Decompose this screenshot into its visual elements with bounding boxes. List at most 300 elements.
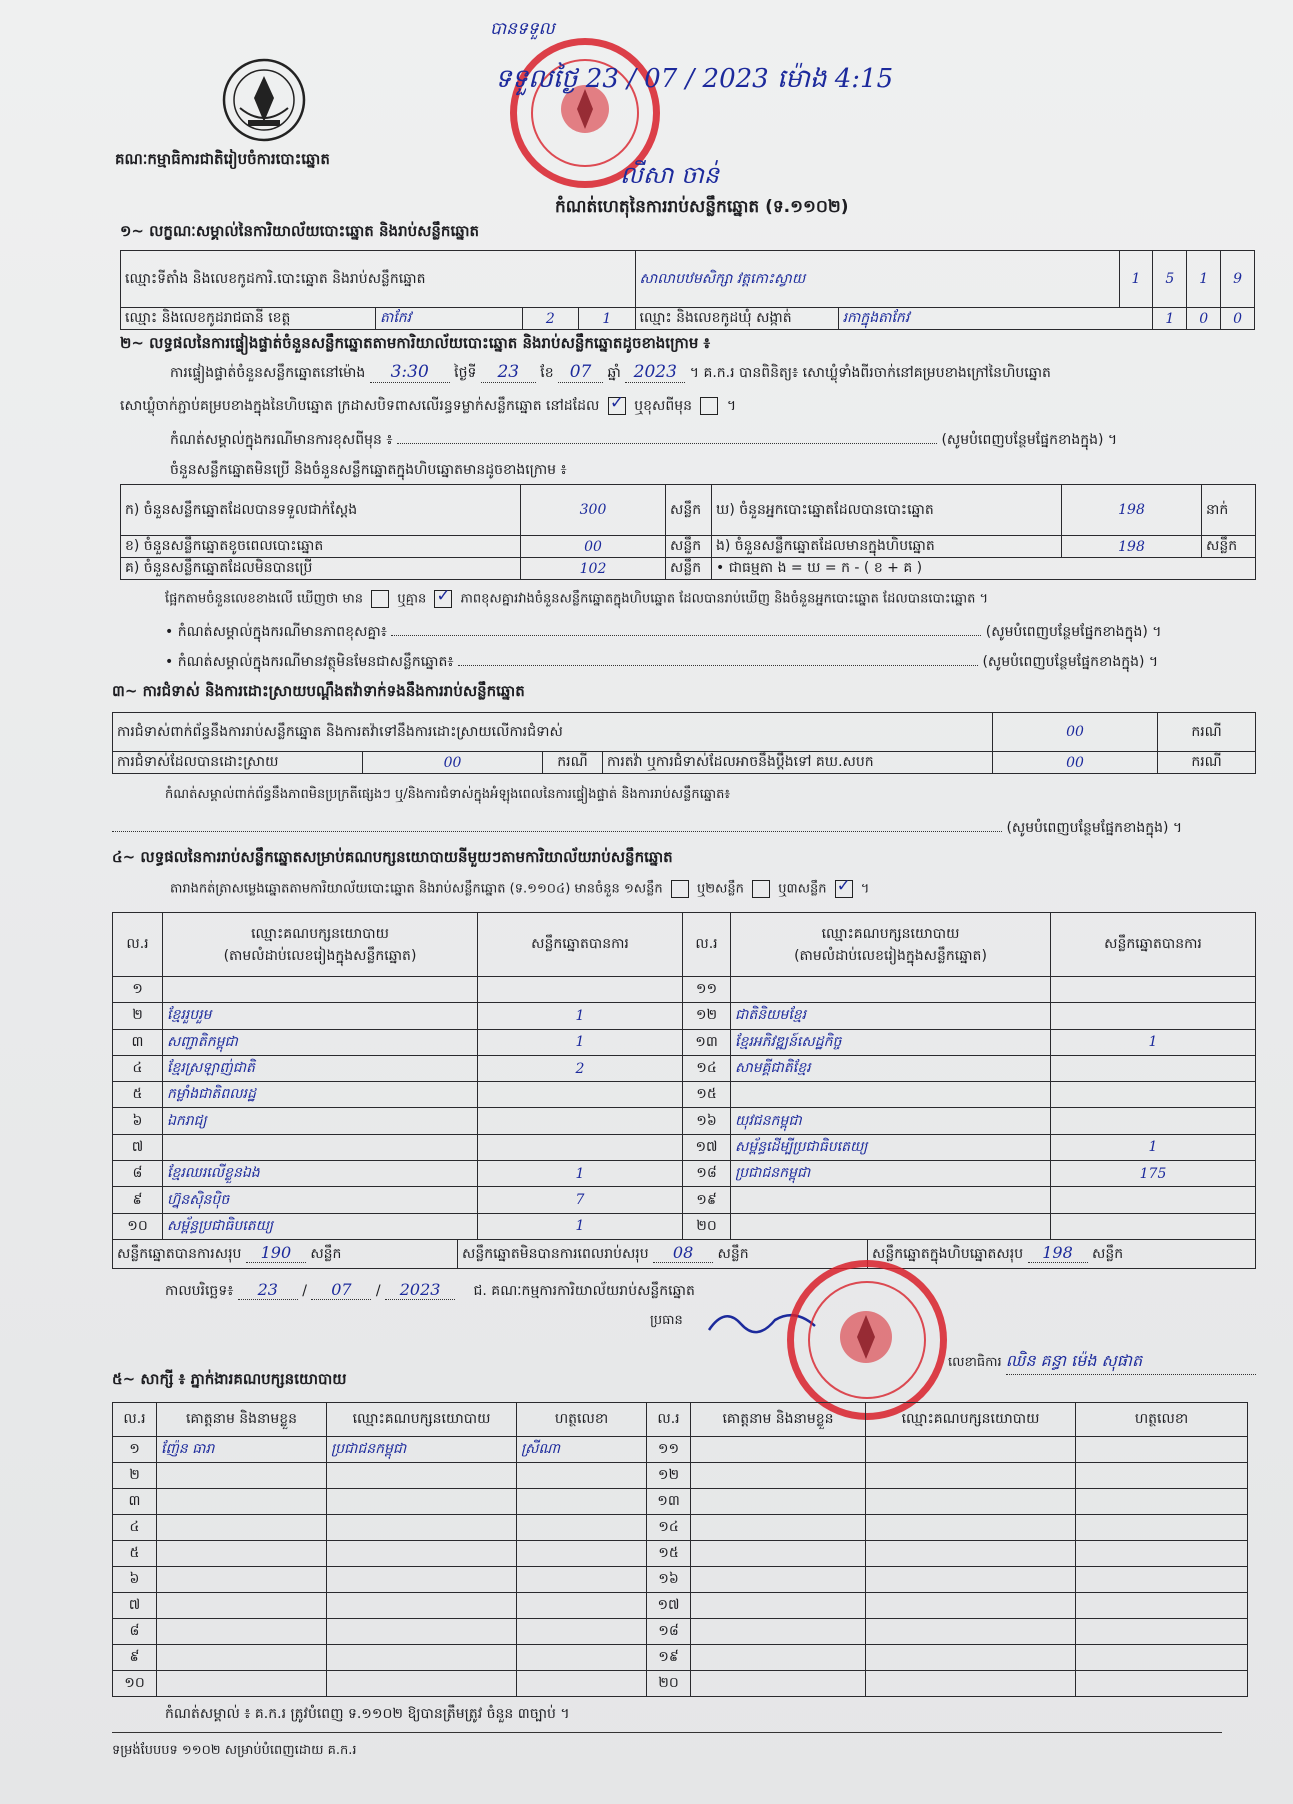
col-no: ល.រ — [113, 913, 163, 977]
witness-sign — [1076, 1437, 1248, 1463]
one-sheet-checkbox[interactable] — [671, 880, 689, 898]
witness-sign — [1076, 1463, 1248, 1489]
section4-intro-line: តារាងកត់ត្រាសម្លេងឆ្នោតតាមការិយាល័យបោះឆ្នោត និងរាប់សន្លឹកឆ្នោត (ទ.១១០៤) មានចំនួន ១សន្លឹក ឬ២សន្លឹក ឬ៣សន្លឹក ✓ ។ — [170, 880, 869, 900]
col-witness-name: គោត្តនាម និងនាមខ្លួន — [691, 1403, 866, 1437]
col-party — [163, 913, 478, 977]
result-party: ប្រជាជនកម្ពុជា — [731, 1161, 1051, 1187]
verify-pre: ការផ្ទៀងផ្ទាត់ចំនួនសន្លឹកឆ្នោតនៅម៉ោង — [170, 365, 366, 381]
count-e-value: 198 — [1062, 536, 1202, 558]
verify-line — [170, 362, 1051, 384]
count-c-label: គ) ចំនួនសន្លឹកឆ្នោតដែលមិនបានប្រើ — [121, 558, 521, 580]
province-label: ឈ្មោះ និងលេខកូដរាជធានី ខេត្ត — [121, 308, 376, 330]
table-row — [113, 1134, 1256, 1160]
total-in-box-label: សន្លឹកឆ្នោតក្នុងហិបឆ្នោតសរុប — [872, 1246, 1024, 1262]
section2-heading: ២~ លទ្ធផលនៃការផ្ទៀងផ្ទាត់ចំនួនសន្លឹកឆ្នោតតាមការិយាល័យបោះឆ្នោត និងរាប់សន្លឹកឆ្នោតដូចខាងក្រោម ៖ — [120, 334, 711, 352]
result-no: ១១ — [683, 977, 731, 1003]
witness-name — [157, 1541, 327, 1567]
witness-no: ១៥ — [647, 1541, 691, 1567]
count-d-unit: នាក់ — [1202, 485, 1256, 536]
witness-party — [866, 1619, 1076, 1645]
section3-heading: ៣~ ការជំទាស់ និងការដោះស្រាយបណ្ដឹងតវ៉ាទាក់ទងនឹងការរាប់សន្លឹកឆ្នោត — [112, 682, 525, 700]
witness-name — [691, 1567, 866, 1593]
section3-note-blank[interactable] — [112, 831, 1002, 832]
ballot-count-table — [120, 484, 1256, 580]
witness-sign — [517, 1541, 647, 1567]
col-no: ល.រ — [683, 913, 731, 977]
witness-no: ៥ — [113, 1541, 157, 1567]
total-in-box-unit: សន្លឹក — [1091, 1246, 1124, 1262]
witness-no: ៨ — [113, 1619, 157, 1645]
difference-yes-checkbox[interactable] — [371, 590, 389, 608]
difference-post: ភាពខុសគ្នារវាងចំនួនសន្លឹកឆ្នោតក្នុងហិបឆ្នោត ដែលបានរាប់ឃើញ និងចំនួនអ្នកបោះឆ្នោត ដែលបានបោះឆ្នោត ។ — [460, 591, 989, 607]
col-party-sub: (តាមលំដាប់លេខរៀងក្នុងសន្លឹកឆ្នោត) — [794, 947, 987, 964]
note3-blank[interactable] — [458, 665, 978, 666]
commune-value: រកាក្នុងតាកែវ — [838, 308, 1153, 330]
result-no: ១៣ — [683, 1029, 731, 1055]
witness-name — [691, 1619, 866, 1645]
result-party: កម្លាំងជាតិពលរដ្ឋ — [163, 1082, 478, 1108]
witness-party — [866, 1437, 1076, 1463]
table-row — [113, 1213, 1256, 1239]
verify-line2: សោឃ្លុំចាក់ភ្ជាប់គម្របខាងក្នុងនៃហិបឆ្នោត ក្រដាសបិទពាសលើរន្ធទម្លាក់សន្លឹកឆ្នោត នៅដដែល ✓ ឬខុសពីមុន ។ — [120, 396, 736, 417]
result-no: ១៨ — [683, 1161, 731, 1187]
note1-label: កំណត់សម្គាល់ក្នុងករណីមានការខុសពីមុន ៖ — [170, 432, 393, 448]
station-name-value: សាលាបឋមសិក្សា វត្តកោះស្វាយ — [635, 251, 1119, 308]
witness-no: ២ — [113, 1463, 157, 1489]
footer-note: កំណត់សម្គាល់ ៖ គ.ក.រ ត្រូវបំពេញ ទ.១១០២ ឱ្យបានត្រឹមត្រូវ ចំនួន ៣ច្បាប់ ។ — [165, 1706, 570, 1722]
section4-intro: តារាងកត់ត្រាសម្លេងឆ្នោតតាមការិយាល័យបោះឆ្នោត និងរាប់សន្លឹកឆ្នោត (ទ.១១០៤) មានចំនួន ១សន្លឹក — [170, 881, 663, 897]
table-row — [113, 1187, 1256, 1213]
result-party: យុវជនកម្ពុជា — [731, 1108, 1051, 1134]
complaints-r1-value: 00 — [993, 713, 1158, 752]
witness-name — [157, 1619, 327, 1645]
note3-suffix: (សូមបំពេញបន្ថែមផ្នែកខាងក្នុង) ។ — [982, 654, 1159, 670]
table-row — [113, 1671, 1248, 1697]
witness-no: ៧ — [113, 1593, 157, 1619]
complaints-r2-unit: ករណី — [543, 752, 603, 774]
footer-divider — [112, 1732, 1222, 1733]
witness-name — [157, 1593, 327, 1619]
count-e-unit: សន្លឹក — [1202, 536, 1256, 558]
form-title: កំណត់ហេតុនៃការរាប់សន្លឹកឆ្នោត (ទ.១១០២) — [555, 197, 849, 217]
note1-line — [170, 430, 1117, 451]
witness-party — [327, 1593, 517, 1619]
result-votes: 1 — [478, 1029, 683, 1055]
received-datetime: ទទួលថ្ងៃ 23 / 07 / 2023 ម៉ោង 4:15 — [495, 64, 894, 94]
table-row — [113, 1029, 1256, 1055]
count-b-value: 00 — [521, 536, 666, 558]
result-party: ខ្មែរអភិវឌ្ឍន៍សេដ្ឋកិច្ច — [731, 1029, 1051, 1055]
difference-pre: ផ្អែកតាមចំនួនលេខខាងលើ ឃើញថា មាន — [165, 591, 364, 607]
witness-name: ញ៉ែន ធារា — [157, 1437, 327, 1463]
count-a-value: 300 — [521, 485, 666, 536]
result-no: ២ — [113, 1003, 163, 1029]
witness-no: ១ — [113, 1437, 157, 1463]
col-witness-sign: ហត្ថលេខា — [1076, 1403, 1248, 1437]
table-row — [113, 1055, 1256, 1081]
result-party: សម្ព័ន្ធដើម្បីប្រជាធិបតេយ្យ — [731, 1134, 1051, 1160]
note3-line — [165, 652, 1158, 673]
footer-form-ref: ទម្រង់បែបបទ ១១០២ សម្រាប់បំពេញដោយ គ.ក.រ — [112, 1743, 357, 1758]
complaints-r1-unit: ករណី — [1158, 713, 1256, 752]
date-year: 2023 — [385, 1280, 455, 1300]
result-no: ៧ — [113, 1134, 163, 1160]
count-intro: ចំនួនសន្លឹកឆ្នោតមិនប្រើ និងចំនួនសន្លឹកឆ្នោតក្នុងហិបឆ្នោតមានដូចខាងក្រោម ៖ — [170, 462, 567, 478]
result-votes: 1 — [1051, 1134, 1256, 1160]
count-b-label: ខ) ចំនួនសន្លឹកឆ្នោតខូចពេលបោះឆ្នោត — [121, 536, 521, 558]
province-value: តាកែវ — [376, 308, 523, 330]
witness-party — [327, 1645, 517, 1671]
total-in-box-value: 198 — [1028, 1243, 1088, 1263]
witness-no: ១៩ — [647, 1645, 691, 1671]
complaints-r2b-value: 00 — [993, 752, 1158, 774]
chair-label: ប្រធាន — [650, 1313, 683, 1328]
witness-no: ១៦ — [647, 1567, 691, 1593]
witness-party — [327, 1541, 517, 1567]
station-code-digit: 9 — [1221, 251, 1255, 308]
result-no: ៦ — [113, 1108, 163, 1134]
witness-no: ១០ — [113, 1671, 157, 1697]
table-row — [113, 1108, 1256, 1134]
result-votes — [478, 977, 683, 1003]
different-checkbox[interactable] — [700, 397, 718, 415]
result-votes — [1051, 1187, 1256, 1213]
witness-name — [157, 1671, 327, 1697]
result-no: ៤ — [113, 1055, 163, 1081]
verify-year-label: ឆ្នាំ — [607, 365, 621, 381]
secretary-label: លេខាធិការ — [948, 1355, 1002, 1370]
verify-time: 3:30 — [370, 362, 450, 383]
note2-suffix: (សូមបំពេញបន្ថែមផ្នែកខាងក្នុង) ។ — [985, 624, 1162, 640]
witness-sign — [517, 1567, 647, 1593]
result-no: ១៦ — [683, 1108, 731, 1134]
commune-code-digit: 0 — [1187, 308, 1221, 330]
witness-party — [866, 1463, 1076, 1489]
received-signer: លីសា ចាន់ — [620, 161, 720, 189]
witness-name — [691, 1645, 866, 1671]
witness-party — [866, 1489, 1076, 1515]
result-votes: 2 — [478, 1055, 683, 1081]
total-valid-unit: សន្លឹក — [310, 1246, 342, 1262]
witness-no: ៣ — [113, 1489, 157, 1515]
witness-party — [866, 1567, 1076, 1593]
result-votes: 1 — [1051, 1029, 1256, 1055]
secretary-line — [948, 1350, 1256, 1375]
result-votes — [1051, 1055, 1256, 1081]
result-no: ៣ — [113, 1029, 163, 1055]
witness-sign — [517, 1645, 647, 1671]
result-no: ១៩ — [683, 1187, 731, 1213]
complaints-r2-label: ការជំទាស់ដែលបានដោះស្រាយ — [113, 752, 363, 774]
station-code-digit: 1 — [1187, 251, 1221, 308]
result-party — [163, 1134, 478, 1160]
col-party-sub: (តាមលំដាប់លេខរៀងក្នុងសន្លឹកឆ្នោត) — [223, 947, 417, 964]
result-votes: 1 — [478, 1161, 683, 1187]
witness-sign — [517, 1515, 647, 1541]
col-witness-party: ឈ្មោះគណបក្សនយោបាយ — [866, 1403, 1076, 1437]
result-no: ២០ — [683, 1213, 731, 1239]
witness-party — [327, 1619, 517, 1645]
witness-name — [691, 1463, 866, 1489]
table-row — [113, 1619, 1248, 1645]
witness-sign — [1076, 1567, 1248, 1593]
col-no: ល.រ — [113, 1403, 157, 1437]
witness-party — [866, 1593, 1076, 1619]
section3-note-line — [112, 818, 1182, 839]
table-row — [113, 1437, 1248, 1463]
witness-sign: ស្រីណា — [517, 1437, 647, 1463]
table-row — [113, 1515, 1248, 1541]
table-row — [113, 1489, 1248, 1515]
result-votes — [478, 1082, 683, 1108]
witness-party — [866, 1671, 1076, 1697]
col-witness-party: ឈ្មោះគណបក្សនយោបាយ — [327, 1403, 517, 1437]
verify-year: 2023 — [625, 362, 685, 383]
verify-line2-text: សោឃ្លុំចាក់ភ្ជាប់គម្របខាងក្នុងនៃហិបឆ្នោត ក្រដាសបិទពាសលើរន្ធទម្លាក់សន្លឹកឆ្នោត នៅដដែល — [120, 398, 600, 414]
witness-name — [157, 1463, 327, 1489]
difference-none-label: ឬគ្មាន — [397, 591, 427, 607]
result-no: ៩ — [113, 1187, 163, 1213]
table-row — [113, 1003, 1256, 1029]
total-valid-value: 190 — [246, 1243, 306, 1263]
result-party: ខ្មែរស្រឡាញ់ជាតិ — [163, 1055, 478, 1081]
section3-note: កំណត់សម្គាល់ពាក់ព័ន្ធនឹងភាពមិនប្រក្រតីផ្សេងៗ ឬ/និងការជំទាស់ក្នុងអំឡុងពេលនៃការផ្ទៀងផ្ទាត់ និងការរាប់សន្លឹកឆ្នោត៖ — [165, 787, 731, 802]
result-no: ១០ — [113, 1213, 163, 1239]
result-party: ខ្មែររួបរួម — [163, 1003, 478, 1029]
complaints-r2b-label: ការតវ៉ា ឬការជំទាស់ដែលអាចនឹងប្ដឹងទៅ គឃ.សបក — [603, 752, 993, 774]
witness-sign — [1076, 1619, 1248, 1645]
col-party-title: ឈ្មោះគណបក្សនយោបាយ — [251, 925, 389, 942]
witness-party — [866, 1645, 1076, 1671]
result-no: ១៥ — [683, 1082, 731, 1108]
result-party — [731, 1213, 1051, 1239]
witness-table — [112, 1402, 1248, 1697]
province-code-digit: 2 — [522, 308, 578, 330]
two-sheets-label: ឬ២សន្លឹក — [696, 881, 744, 897]
total-invalid — [458, 1240, 868, 1269]
result-party: ឯករាជ្យ — [163, 1108, 478, 1134]
result-no: ១៤ — [683, 1055, 731, 1081]
col-witness-sign: ហត្ថលេខា — [517, 1403, 647, 1437]
witness-sign — [1076, 1671, 1248, 1697]
commune-label: ឈ្មោះ និងលេខកូដឃុំ សង្កាត់ — [635, 308, 838, 330]
section3-note-suffix: (សូមបំពេញបន្ថែមផ្នែកខាងក្នុង) ។ — [1006, 820, 1183, 836]
result-no: ៥ — [113, 1082, 163, 1108]
complaints-r1-label: ការជំទាស់ពាក់ព័ន្ធនឹងការរាប់សន្លឹកឆ្នោត និងការតវ៉ាទៅនឹងការដោះស្រាយលើការជំទាស់ — [113, 713, 993, 752]
witness-party — [866, 1541, 1076, 1567]
date-label: កាលបរិច្ឆេទ៖ — [165, 1283, 234, 1299]
result-no: ១ — [113, 977, 163, 1003]
commission-name: គណៈកម្មាធិការជាតិរៀបចំការបោះឆ្នោត — [115, 150, 330, 168]
results-table — [112, 912, 1256, 1240]
count-c-value: 102 — [521, 558, 666, 580]
witness-name — [157, 1645, 327, 1671]
total-in-box — [868, 1240, 1256, 1269]
verify-day: 23 — [481, 362, 536, 383]
verify-post: ។ គ.ក.រ បានពិនិត្យ៖ សោឃ្លុំទាំងពីរចាក់នៅគម្របខាងក្រៅនៃហិបឆ្នោត — [689, 365, 1051, 381]
witness-name — [691, 1593, 866, 1619]
witness-sign — [1076, 1593, 1248, 1619]
result-party: សម្ព័ន្ធប្រជាធិបតេយ្យ — [163, 1213, 478, 1239]
difference-no-checkbox[interactable] — [434, 590, 452, 608]
witness-sign — [1076, 1541, 1248, 1567]
table-row — [113, 1463, 1248, 1489]
col-witness-name: គោត្តនាម និងនាមខ្លួន — [157, 1403, 327, 1437]
witness-name — [691, 1515, 866, 1541]
count-d-value: 198 — [1062, 485, 1202, 536]
table-row — [113, 1645, 1248, 1671]
province-code-digit: 1 — [579, 308, 635, 330]
witness-no: ១២ — [647, 1463, 691, 1489]
witness-sign — [517, 1593, 647, 1619]
result-votes — [1051, 1003, 1256, 1029]
result-votes: 7 — [478, 1187, 683, 1213]
witness-name — [157, 1489, 327, 1515]
witness-sign — [1076, 1489, 1248, 1515]
result-party: ជាតិនិយមខ្មែរ — [731, 1003, 1051, 1029]
note2-line — [165, 622, 1161, 643]
witness-sign — [1076, 1515, 1248, 1541]
witness-party — [327, 1463, 517, 1489]
note2-blank[interactable] — [391, 635, 981, 636]
result-party: សញ្ជាតិកម្ពុជា — [163, 1029, 478, 1055]
official-stamp-bottom — [787, 1260, 947, 1420]
section5-heading: ៥~ សាក្សី ៖ ភ្នាក់ងារគណបក្សនយោបាយ — [112, 1370, 347, 1388]
table-row — [113, 1593, 1248, 1619]
difference-line — [165, 590, 988, 610]
count-b-unit: សន្លឹក — [666, 536, 712, 558]
witness-no: ១៨ — [647, 1619, 691, 1645]
complaints-r2b-unit: ករណី — [1158, 752, 1256, 774]
result-party — [731, 1187, 1051, 1213]
note1-suffix: (សូមបំពេញបន្ថែមផ្នែកខាងក្នុង) ។ — [941, 432, 1118, 448]
col-votes: សន្លឹកឆ្នោតបានការ — [478, 913, 683, 977]
result-no: ១២ — [683, 1003, 731, 1029]
complaints-r2-value: 00 — [363, 752, 543, 774]
date-month: 07 — [311, 1280, 371, 1300]
count-a-unit: សន្លឹក — [666, 485, 712, 536]
count-c-unit: សន្លឹក — [666, 558, 712, 580]
verify-day-label: ថ្ងៃទី — [454, 365, 477, 381]
section4-heading: ៤~ លទ្ធផលនៃការរាប់សន្លឹកឆ្នោតសម្រាប់គណបក្សនយោបាយនីមួយៗតាមការិយាល័យរាប់សន្លឹកឆ្នោត — [112, 848, 673, 866]
witness-no: ១៣ — [647, 1489, 691, 1515]
section1-heading: ១~ លក្ខណៈសម្គាល់នៃការិយាល័យបោះឆ្នោត និងរាប់សន្លឹកឆ្នោត — [120, 222, 480, 240]
witness-party — [327, 1567, 517, 1593]
witness-name — [691, 1671, 866, 1697]
three-sheets-label: ឬ៣សន្លឹក — [778, 881, 827, 897]
total-invalid-unit: សន្លឹក — [717, 1246, 749, 1262]
witness-sign — [1076, 1645, 1248, 1671]
witness-party — [327, 1489, 517, 1515]
table-row — [113, 1567, 1248, 1593]
witness-sign — [517, 1671, 647, 1697]
witness-name — [691, 1437, 866, 1463]
two-sheets-checkbox[interactable] — [752, 880, 770, 898]
result-no: ៨ — [113, 1161, 163, 1187]
date-day: 23 — [238, 1280, 298, 1300]
result-votes — [1051, 1108, 1256, 1134]
witness-sign — [517, 1463, 647, 1489]
section1-table — [120, 250, 1255, 330]
col-party-title: ឈ្មោះគណបក្សនយោបាយ — [821, 925, 960, 942]
witness-party: ប្រជាជនកម្ពុជា — [327, 1437, 517, 1463]
col-no: ល.រ — [647, 1403, 691, 1437]
result-party — [731, 977, 1051, 1003]
count-d-label: ឃ) ចំនួនអ្នកបោះឆ្នោតដែលបានបោះឆ្នោត — [712, 485, 1062, 536]
table-row — [113, 1082, 1256, 1108]
table-row — [113, 1161, 1256, 1187]
complaints-table — [112, 712, 1256, 774]
witness-party — [327, 1515, 517, 1541]
witness-name — [157, 1515, 327, 1541]
result-party — [731, 1082, 1051, 1108]
count-e-label: ង) ចំនួនសន្លឹកឆ្នោតដែលមានក្នុងហិបឆ្នោត — [712, 536, 1062, 558]
verify-month: 07 — [558, 362, 603, 383]
result-party: សាមគ្គីជាតិខ្មែរ — [731, 1055, 1051, 1081]
station-code-digit: 1 — [1119, 251, 1153, 308]
witness-sign — [517, 1619, 647, 1645]
col-party — [731, 913, 1051, 977]
results-totals — [112, 1239, 1256, 1269]
commission-emblem-icon — [218, 56, 310, 144]
table-row — [113, 977, 1256, 1003]
result-votes: 175 — [1051, 1161, 1256, 1187]
witness-no: ៩ — [113, 1645, 157, 1671]
witness-no: ៤ — [113, 1515, 157, 1541]
station-name-label: ឈ្មោះទីតាំង និងលេខកូដការិ.បោះឆ្នោត និងរាប់សន្លឹកឆ្នោត — [121, 251, 636, 308]
result-votes: 1 — [478, 1213, 683, 1239]
secretary-name: ឈិន គន្ធា ម៉េង សុផាត — [1006, 1350, 1256, 1375]
note1-blank[interactable] — [397, 443, 937, 444]
witness-name — [691, 1489, 866, 1515]
witness-name — [157, 1567, 327, 1593]
result-no: ១៧ — [683, 1134, 731, 1160]
witness-no: ១៤ — [647, 1515, 691, 1541]
total-invalid-label: សន្លឹកឆ្នោតមិនបានការពេលរាប់សរុប — [462, 1246, 649, 1262]
witness-party — [327, 1671, 517, 1697]
result-votes — [478, 1134, 683, 1160]
total-valid-label: សន្លឹកឆ្នោតបានការសរុប — [117, 1246, 242, 1262]
result-votes: 1 — [478, 1003, 683, 1029]
received-label: បានទទួល — [490, 19, 555, 39]
same-checkbox[interactable] — [608, 397, 626, 415]
table-row — [113, 1541, 1248, 1567]
witness-party — [866, 1515, 1076, 1541]
result-party: ហ្វ៊ុនស៊ិនប៉ិច — [163, 1187, 478, 1213]
station-code-digit: 5 — [1153, 251, 1187, 308]
witness-no: ២០ — [647, 1671, 691, 1697]
signature-date-line: កាលបរិច្ឆេទ៖ 23 / 07 / 2023 ជ. គណៈកម្មការការិយាល័យរាប់សន្លឹកឆ្នោត — [165, 1280, 695, 1299]
witness-name — [691, 1541, 866, 1567]
note2-label: • កំណត់សម្គាល់ក្នុងករណីមានភាពខុសគ្នា៖ — [165, 624, 387, 640]
three-sheets-checkbox[interactable] — [835, 880, 853, 898]
count-a-label: ក) ចំនួនសន្លឹកឆ្នោតដែលបានទទួលជាក់ស្ដែង — [121, 485, 521, 536]
stamp-emblem-icon — [834, 1305, 898, 1369]
same-label: ឬខុសពីមុន — [634, 398, 693, 414]
total-invalid-value: 08 — [653, 1243, 713, 1263]
result-votes — [1051, 1213, 1256, 1239]
result-party: ខ្មែរឈរលើខ្លួនឯង — [163, 1161, 478, 1187]
commune-code-digit: 1 — [1153, 308, 1187, 330]
witness-sign — [517, 1489, 647, 1515]
verify-month-label: ខែ — [540, 365, 554, 381]
witness-no: ១៧ — [647, 1593, 691, 1619]
witness-no: ៦ — [113, 1567, 157, 1593]
note3-label: • កំណត់សម្គាល់ក្នុងករណីមានវត្ថុមិនមែនជាសន្លឹកឆ្នោត៖ — [165, 654, 454, 670]
commune-code-digit: 0 — [1221, 308, 1255, 330]
result-votes — [478, 1108, 683, 1134]
result-votes — [1051, 1082, 1256, 1108]
